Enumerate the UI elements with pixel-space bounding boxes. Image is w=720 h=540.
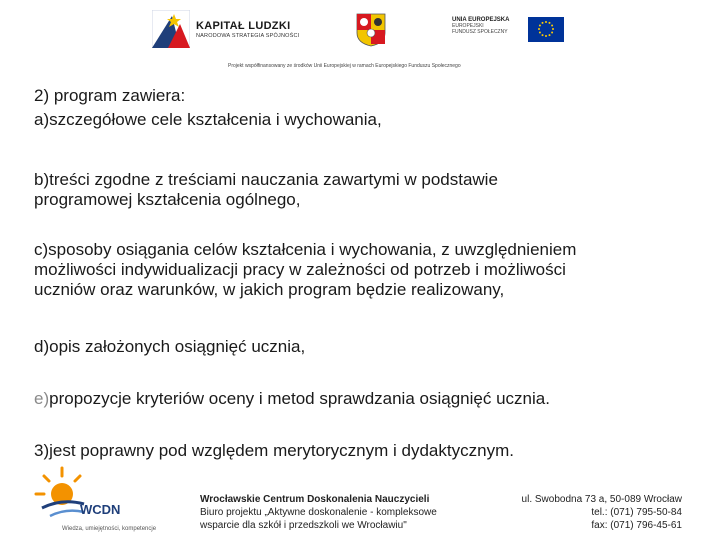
kapital-ludzki-title: KAPITAŁ LUDZKI: [196, 20, 291, 32]
item-c-line: możliwości indywidualizacji pracy w zależności od potrzeb i możliwości: [34, 260, 566, 279]
project-cofinancing-note: Projekt współfinansowany ze środków Unii Europejskiej w ramach Europejskiego Funduszu Społecznego: [228, 63, 461, 69]
wcdn-logo-text: WCDN: [80, 502, 121, 517]
kapital-ludzki-logo-icon: [152, 10, 190, 48]
footer-project-line: Biuro projektu „Aktywne doskonalenie - kompleksowe: [200, 507, 437, 518]
footer-contact: [522, 493, 682, 532]
footer-organization: [200, 493, 437, 532]
item-e-text: propozycje kryteriów oceny i metod sprawdzania osiągnięć ucznia.: [49, 389, 550, 408]
item-c: [34, 240, 576, 300]
eu-text-block: [452, 17, 524, 35]
eu-label: UNIA EUROPEJSKA: [452, 17, 510, 23]
item-a: a)szczegółowe cele kształcenia i wychowania,: [34, 110, 382, 129]
kapital-ludzki-subtitle: NARODOWA STRATEGIA SPÓJNOŚCI: [196, 33, 300, 39]
item-e: [34, 389, 550, 409]
header-logo-strip: [0, 0, 720, 80]
point-2-heading: 2) program zawiera:: [34, 86, 186, 105]
wcdn-tagline: Wiedza, umiejętności, kompetencje: [62, 526, 157, 532]
eu-flag-icon: [528, 17, 564, 42]
item-b: [34, 170, 498, 210]
item-b-line: programowej kształcenia ogólnego,: [34, 190, 301, 209]
footer-address: ul. Swobodna 73 a, 50-089 Wrocław: [521, 494, 682, 505]
item-c-line: uczniów oraz warunków, w jakich program będzie realizowany,: [34, 280, 505, 299]
footer-org-name: Wrocławskie Centrum Doskonalenia Nauczycieli: [200, 494, 430, 505]
item-d: d)opis założonych osiągnięć ucznia,: [34, 337, 306, 356]
kapital-ludzki-text: [196, 20, 299, 39]
footer: [0, 462, 720, 540]
eu-fund-line2: FUNDUSZ SPOŁECZNY: [452, 29, 508, 35]
point-3: 3)jest poprawny pod względem merytorycznym i dydaktycznym.: [34, 441, 514, 460]
footer-project-line: wsparcie dla szkół i przedszkoli we Wrocławiu": [200, 520, 407, 531]
footer-phone: tel.: (071) 795-50-84: [591, 507, 682, 518]
coat-of-arms-icon: [356, 13, 386, 47]
item-c-line: c)sposoby osiągania celów kształcenia i wychowania, z uwzględnieniem: [34, 240, 577, 259]
item-e-marker: e): [34, 389, 50, 408]
eu-fund-line1: EUROPEJSKI: [452, 23, 484, 29]
footer-fax: fax: (071) 796-45-61: [591, 520, 682, 531]
item-b-line: b)treści zgodne z treściami nauczania zawartymi w podstawie: [34, 170, 498, 189]
